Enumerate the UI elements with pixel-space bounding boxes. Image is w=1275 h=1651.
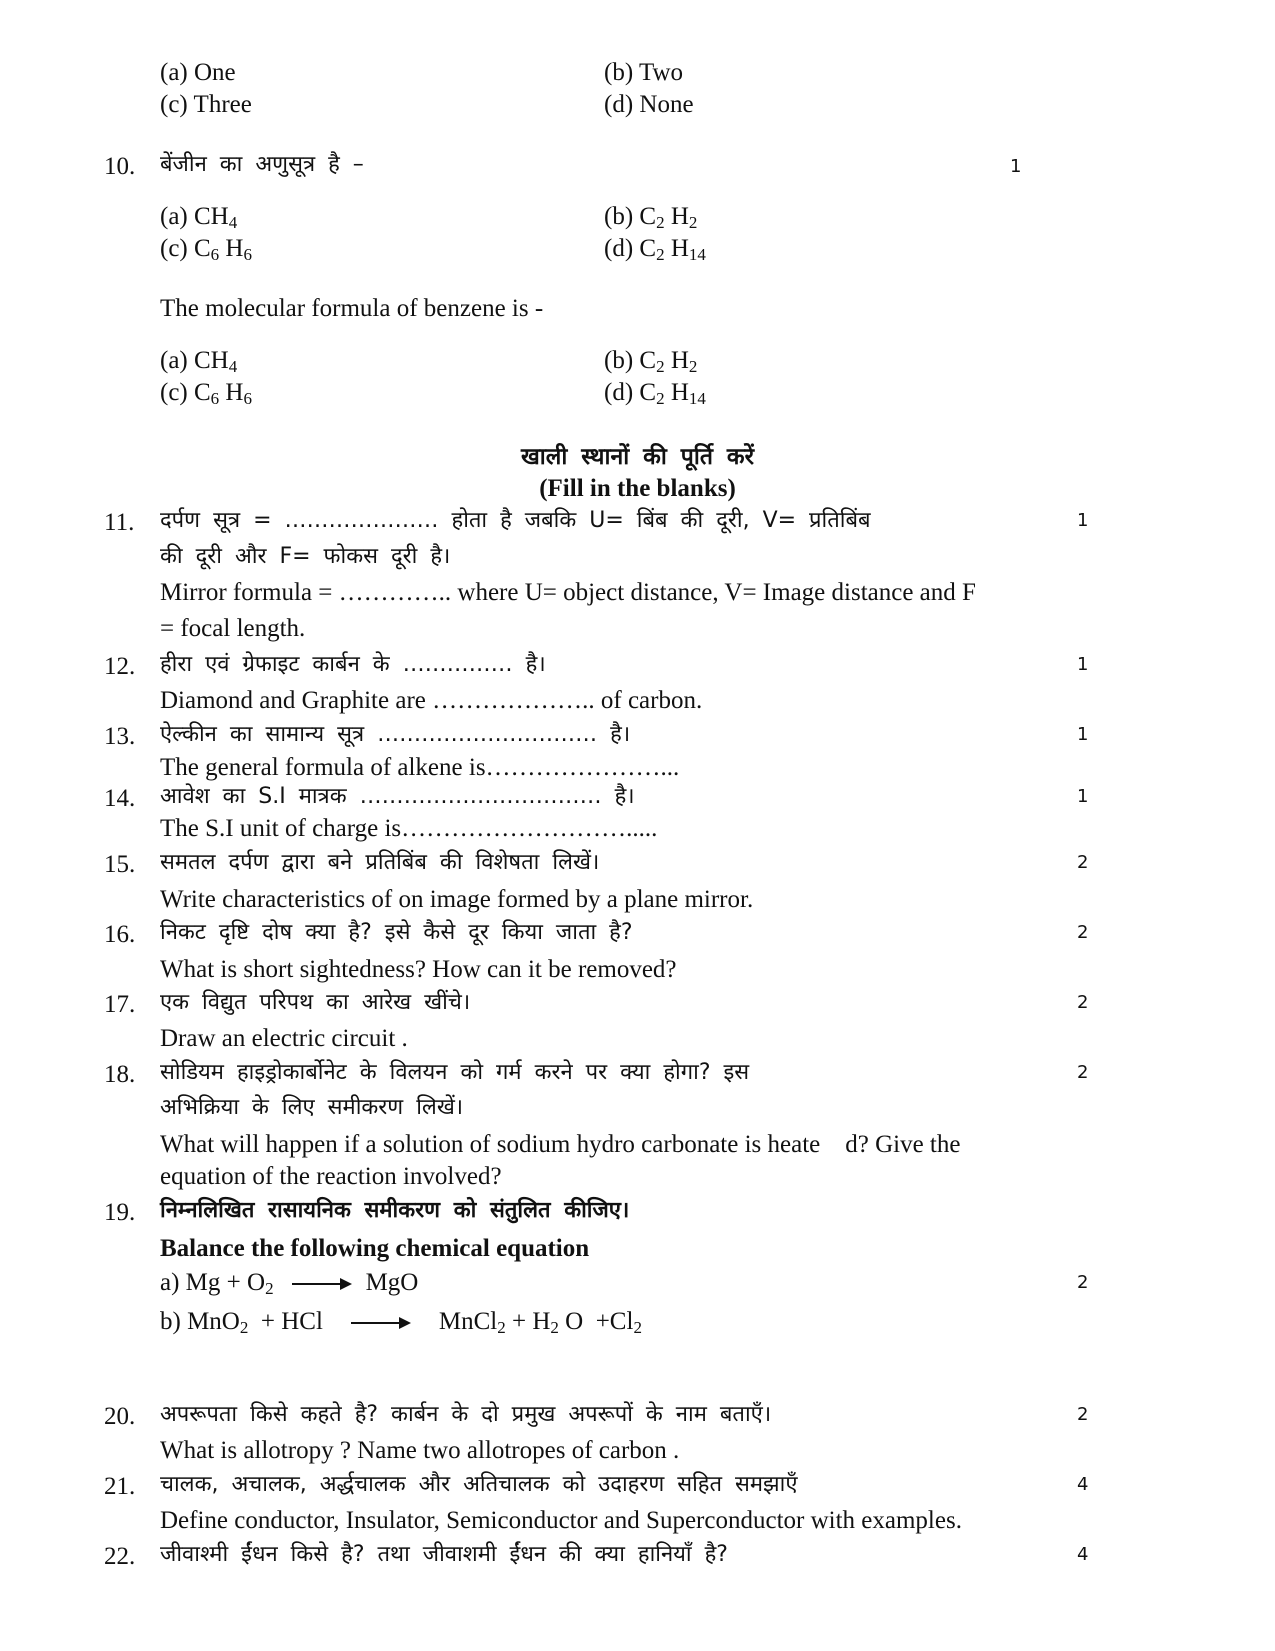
q10-hindi-question: बेंजीन का अणुसूत्र है – [160,152,364,177]
q18-hindi-line2: अभिक्रिया के लिए समीकरण लिखें। [160,1095,464,1120]
q9-option-d: (d) None [604,91,694,118]
q17-english: Draw an electric circuit . [160,1025,408,1052]
q18-hindi-line1: सोडियम हाइड्रोकार्बोनेट के विलयन को गर्म करने पर क्या होगा? इस [160,1060,750,1085]
q11-number: 11. [104,509,135,536]
q21-hindi: चालक, अचालक, अर्द्धचालक और अतिचालक को उदाहरण सहित समझाएँ [160,1472,798,1497]
q13-marks: 1 [1077,724,1089,745]
q10-hindi-option-d: (d) $C_2$ $H_{14}$ [604,235,706,264]
q10-english-question: The molecular formula of benzene is - [160,295,544,322]
q10-english-option-b: (b) $C_2$ $H_2$ [604,347,698,376]
q9-option-a: (a) One [160,59,236,86]
q10-marks: 1 [1010,156,1022,177]
q10-english-option-a: (a) $CH_4$ [160,347,238,376]
q9-option-c: (c) Three [160,91,252,118]
q19-hindi: निम्नलिखित रासायनिक समीकरण को संतुलित कीजिए। [160,1198,630,1223]
q10-english-option-c: (c) $C_6$ $H_6$ [160,379,252,408]
q17-marks: 2 [1077,992,1089,1013]
q15-number: 15. [104,851,136,878]
q16-english: What is short sightedness? How can it be removed? [160,956,677,983]
reaction-arrow-icon [292,1283,350,1285]
q18-number: 18. [104,1061,136,1088]
q11-english-line2: = focal length. [160,615,306,642]
q11-english-line1: Mirror formula = ………….. where U= object distance, V= Image distance and F [160,579,976,606]
q17-number: 17. [104,991,136,1018]
reaction-arrow-icon [351,1322,409,1324]
q15-english: Write characteristics of on image formed by a plane mirror. [160,886,754,913]
q10-english-option-d: (d) $C_2$ $H_{14}$ [604,379,706,408]
q19-english: Balance the following chemical equation [160,1235,590,1262]
q12-english: Diamond and Graphite are ……………….. of carbon. [160,687,703,714]
q20-number: 20. [104,1403,136,1430]
q15-marks: 2 [1077,852,1089,873]
q21-number: 21. [104,1473,136,1500]
q19-number: 19. [104,1199,136,1226]
q21-english: Define conductor, Insulator, Semiconductor and Superconductor with examples. [160,1507,962,1534]
q12-number: 12. [104,653,136,680]
q19-equation-a: a) $Mg + O_2$ MgO [160,1269,419,1298]
q11-hindi-line2: की दूरी और F= फोकस दूरी है। [160,544,451,569]
q16-number: 16. [104,921,136,948]
q10-hindi-option-c: (c) $C_6$ $H_6$ [160,235,252,264]
q9-option-b: (b) Two [604,59,684,86]
q18-english-line1: What will happen if a solution of sodium hydro carbonate is heate d? Give the [160,1131,961,1158]
q22-marks: 4 [1077,1544,1089,1565]
q14-hindi: आवेश का S.I मात्रक …………………………… है। [160,784,635,809]
q22-hindi: जीवाश्मी ईंधन किसे है? तथा जीवाशमी ईंधन की क्या हानियाँ है? [160,1542,728,1567]
section-title-hindi: खाली स्थानों की पूर्ति करें [520,444,755,470]
q14-english: The S.I unit of charge is………………………..... [160,815,658,842]
q12-marks: 1 [1077,654,1089,675]
q11-marks: 1 [1077,510,1089,531]
q12-hindi: हीरा एवं ग्रेफाइट कार्बन के …………… है। [160,652,546,677]
q13-number: 13. [104,723,136,750]
q13-english: The general formula of alkene is…………………... [160,754,680,781]
q15-hindi: समतल दर्पण द्वारा बने प्रतिबिंब की विशेषता लिखें। [160,850,600,875]
q10-hindi-option-a: (a) $CH_4$ [160,203,238,232]
q17-hindi: एक विद्युत परिपथ का आरेख खींचे। [160,990,471,1015]
q20-marks: 2 [1077,1404,1089,1425]
section-title-english: (Fill in the blanks) [539,475,736,502]
q21-marks: 4 [1077,1474,1089,1495]
q18-marks: 2 [1077,1062,1089,1083]
q22-number: 22. [104,1543,136,1570]
q19-equation-b: b) MnO$_2$ + HCl MnCl$_2$ + $H_2$ $O +Cl_2$ [160,1308,642,1337]
q18-english-line2: equation of the reaction involved? [160,1163,502,1190]
q16-marks: 2 [1077,922,1089,943]
q20-hindi: अपरूपता किसे कहते है? कार्बन के दो प्रमुख अपरूपों के नाम बताएँ। [160,1402,772,1427]
q19-marks: 2 [1077,1272,1089,1293]
q14-marks: 1 [1077,786,1089,807]
q13-hindi: ऐल्कीन का सामान्य सूत्र ………………………… है। [160,722,631,747]
q14-number: 14. [104,785,136,812]
q20-english: What is allotropy ? Name two allotropes of carbon . [160,1437,680,1464]
q16-hindi: निकट दृष्टि दोष क्या है? इसे कैसे दूर किया जाता है? [160,920,633,945]
q10-hindi-option-b: (b) $C_2$ $H_2$ [604,203,698,232]
q10-number: 10. [104,153,136,180]
q11-hindi-line1: दर्पण सूत्र = ………………… होता है जबकि U= बिंब की दूरी, V= प्रतिबिंब [160,508,871,533]
